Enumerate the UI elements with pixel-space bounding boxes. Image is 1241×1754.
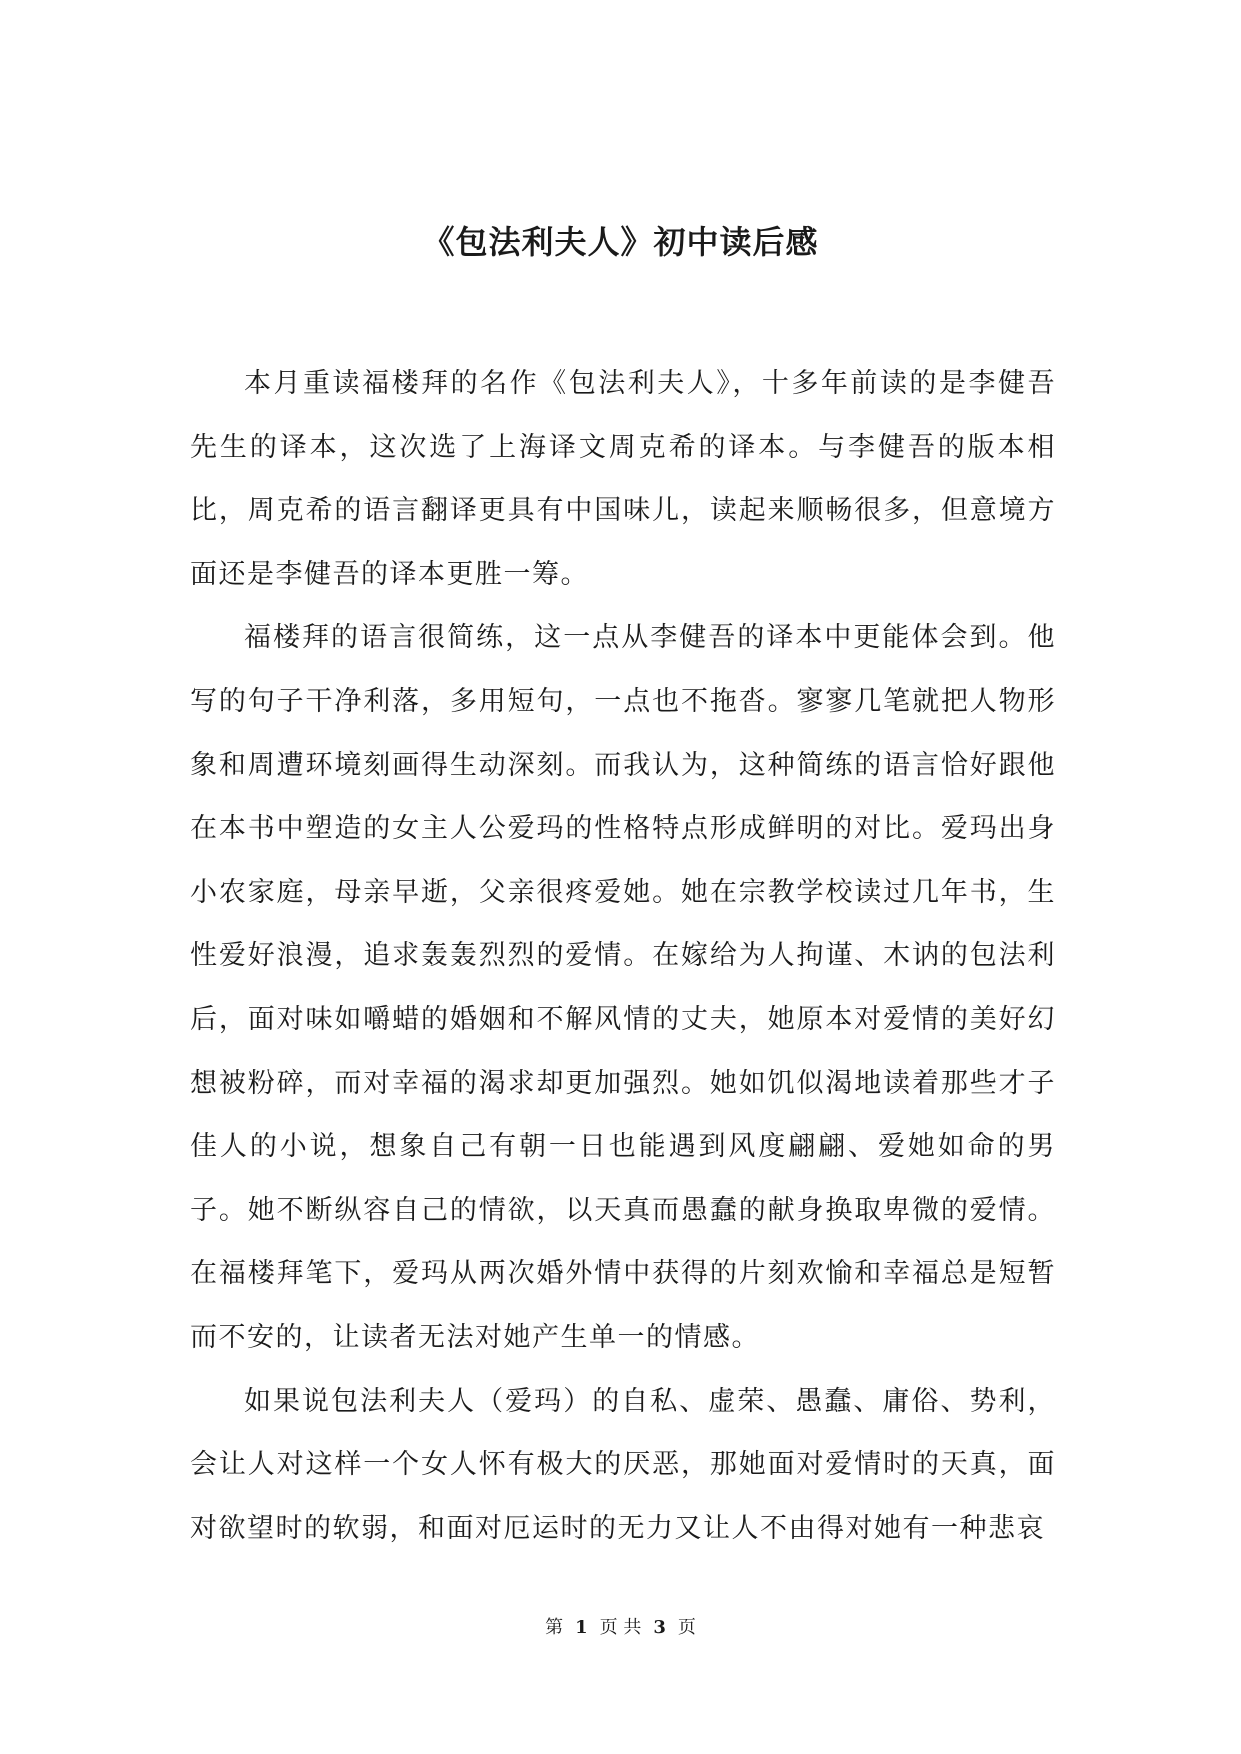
total-page-number: 3 xyxy=(653,1617,666,1638)
page-number-footer xyxy=(0,1617,1241,1639)
footer-middle: 页 共 xyxy=(599,1617,642,1638)
page-title: 《包法利夫人》初中读后感 xyxy=(422,223,819,261)
footer-prefix: 第 xyxy=(545,1617,564,1638)
current-page-number: 1 xyxy=(575,1617,588,1638)
paragraph: 福楼拜的语言很简练，这一点从李健吾的译本中更能体会到。他写的句子干净利落，多用短句，一点也不拖沓。寥寥几笔就把人物形象和周遭环境刻画得生动深刻。而我认为，这种简练的语言恰好跟他在本书中塑造的女主人公爱玛的性格特点形成鲜明的对比。爱玛出身小农家庭，母亲早逝，父亲很疼爱她。她在宗教学校读过几年书，生性爱好浪漫，追求轰轰烈烈的爱情。在嫁给为人拘谨、木讷的包法利后，面对味如嚼蜡的婚姻和不解风情的丈夫，她原本对爱情的美好幻想被粉碎，而对幸福的渴求却更加强烈。她如饥似渴地读着那些才子佳人的小说，想象自己有朝一日也能遇到风度翩翩、爱她如命的男子。她不断纵容自己的情欲，以天真而愚蠢的献身换取卑微的爱情。在福楼拜笔下，爱玛从两次婚外情中获得的片刻欢愉和幸福总是短暂而不安的，让读者无法对她产生单一的情感。 xyxy=(190,622,1056,1353)
document-body xyxy=(190,352,1056,1560)
paragraph: 如果说包法利夫人（爱玛）的自私、虚荣、愚蠢、庸俗、势利，会让人对这样一个女人怀有极大的厌恶，那她面对爱情时的天真，面对欲望时的软弱，和面对厄运时的无力又让人不由得对她有一种悲哀 xyxy=(190,1385,1056,1544)
footer-suffix: 页 xyxy=(677,1617,696,1638)
paragraph: 本月重读福楼拜的名作《包法利夫人》，十多年前读的是李健吾先生的译本，这次选了上海译文周克希的译本。与李健吾的版本相比，周克希的语言翻译更具有中国味儿，读起来顺畅很多，但意境方面还是李健吾的译本更胜一筹。 xyxy=(190,368,1056,590)
